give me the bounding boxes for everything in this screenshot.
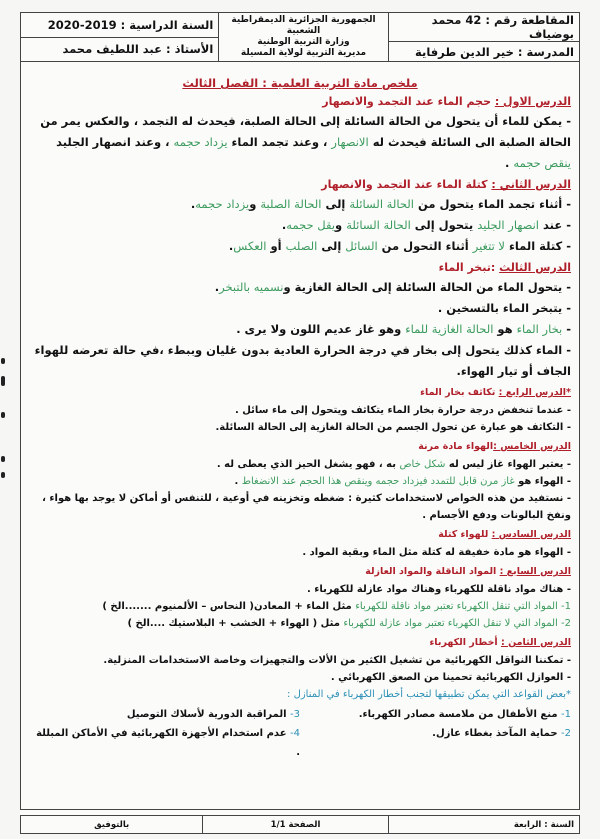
highlighted-term: غاز مرن قابل للتمدد فيزداد حجمه وينقص هذا الحجم عند الانضغاط [241,476,515,487]
lesson-label: الدرس الثالث [499,261,571,274]
school-label: المدرسة : خير الدين طرفاية [389,41,579,61]
lesson-paragraph [29,319,571,340]
lesson-label: الدرس السادس : [491,529,571,540]
text-run: - الهواء هو مادة خفيفة له كتلة مثل الماء وبقية المواد . [302,547,571,558]
page-title: ملخص مادة التربية العلمية : الفصل الثالث [182,76,418,90]
highlighted-term: يزداد حجمه [173,135,228,149]
header-center-column [218,13,387,61]
text-run: - العوازل الكهربائية تحمينا من الصعق الكهربائي . [330,672,571,683]
lesson-topic: الهواء مادة مرنة [418,441,494,452]
lesson-topic: المواد الناقلة والمواد العازلة [365,566,500,577]
lesson-heading [29,527,571,542]
text-run: - يعتبر الهواء غاز ليس له [445,459,571,470]
text-run: . [228,239,234,253]
highlighted-term: الحالة السائلة [346,218,411,232]
footer-table [20,815,580,834]
text-run: وهو غاز عديم اللون ولا يرى . [236,322,406,336]
lesson-heading [29,564,571,579]
header-left-column [21,13,218,61]
rule-number: 2- [561,728,571,739]
lesson-paragraph [29,669,571,686]
lesson-topic: :تبخر الماء [438,261,500,274]
page-edge-marks [0,350,8,500]
highlighted-term: ينقص حجمه [513,156,571,170]
text-run: و [249,197,261,211]
lesson-heading [29,635,571,650]
highlighted-term: الحالة السائلة [349,197,414,211]
lesson-paragraph [29,215,571,236]
lesson-paragraph [29,598,571,615]
highlighted-term: *بعض القواعد التي يمكن تطبيقها لتجنب أخطار الكهرباء في المنازل : [287,689,571,700]
closing-text: بالتوفيق [94,819,130,830]
highlighted-term: نسميه بالتبخر [219,280,284,294]
lesson-paragraph [29,277,571,298]
text-run: ، وعند انصهار الجليد [56,135,174,149]
lesson-topic: تكاثف بخار الماء [420,387,499,398]
text-run: - الماء كذلك يتحول إلى بخار في درجة الحرارة العادية بدون غليان وببطء ،في حالة تعرضه للهواء الجاف أو تيار الهواء. [34,343,571,378]
safety-rule-item [300,705,571,724]
safety-rules-list [29,705,571,762]
text-run: - يتبخر الماء بالتسخين . [437,301,571,315]
text-run: إلى [321,197,350,211]
text-run: . [214,280,220,294]
text-run: - الهواء هو [514,476,571,487]
header-right-column [388,13,579,61]
text-run: و [335,218,347,232]
text-run: أو [266,239,286,253]
text-run: - عندما تنخفض درجة حرارة بخار الماء يتكاثف ويتحول إلى ماء سائل . [234,405,571,416]
text-run: هو [493,322,517,336]
lesson-paragraph [29,194,571,215]
text-run: مثل الماء + المعادن( النحاس – الألمنيوم .......الخ ) [102,601,356,612]
grade-label: السنة : الرابعة [388,816,579,833]
text-run: به ، فهو يشغل الحيز الذي يعطى له . [216,459,400,470]
lesson-paragraph [29,419,571,436]
lesson-heading [29,260,571,275]
lesson-label: الدرس الخامس : [493,441,571,452]
text-run: - التكاثف هو عبارة عن تحول الجسم من الحالة الغازية إلى الحالة السائلة. [215,422,571,433]
school-year-label: السنة الدراسية : 2019-2020 [47,17,214,32]
text-run: - كتلة الماء [504,239,571,253]
document-page [20,12,580,834]
directorate-line: مديرية التربية لولاية المسيلة [240,48,367,58]
text-run: يتحول إلى [410,218,478,232]
highlighted-term: الصلب [285,239,318,253]
lesson-label: الدرس الثامن : [500,637,571,648]
lesson-paragraph [29,473,571,490]
highlighted-term: يقل حجمه [286,218,336,232]
lesson-label: *الدرس الرابع : [498,387,571,398]
header-table [20,12,580,62]
text-run: ، وعند تجمد الماء [227,135,332,149]
highlighted-term: 2- المواد التي لا تنقل الكهرباء تعتبر مواد عازلة للكهرباء [343,618,571,629]
highlighted-term: انصهار الجليد [477,218,540,232]
highlighted-term: العكس [233,239,267,253]
text-run: - تمكننا النواقل الكهربائية من تشغيل الكثير من الألات والتجهيزات وخاصة الاستخدامات المنزلية. [103,655,571,666]
lesson-heading [29,385,571,400]
lesson-topic: للهواء كتلة [438,529,492,540]
lesson-paragraph [29,340,571,382]
text-run: - نستفيد من هذه الخواص لاستخدامات كثيرة : ضغطه وتخزينه في أوعية ، للتنفس أو أماكن لا يوجد بها هواء ، ونفخ البالونات ودفع الأجسام . [42,493,571,521]
lesson-heading [29,177,571,192]
text-run: - عند [539,218,571,232]
rule-number: 1- [561,709,571,720]
safety-rule-item [300,724,571,762]
rule-text: حماية المآخذ بغطاء عازل. [432,728,562,739]
text-run: مثل ( الهواء + الخشب + البلاستيك ....الخ ) [127,618,344,629]
lesson-paragraph [29,111,571,174]
text-run: أثناء التحول من [377,239,473,253]
lesson-label: الدرس الاول : [494,95,571,108]
lesson-label: الدرس السابع : [499,566,571,577]
lesson-heading [29,94,571,109]
lesson-paragraph [29,652,571,669]
lesson-topic: كتلة الماء عند التجمد والانصهار [321,178,492,191]
text-run: - يمكن للماء أن يتحول من الحالة السائلة إلى الحالة الصلبة، فيحدث له التجمد ، والعكس يمر من الحالة الصلبة الى السائلة فيحدث له [40,114,571,149]
text-run: . [281,218,287,232]
lesson-paragraph [29,456,571,473]
lesson-paragraph [29,236,571,257]
lesson-paragraph [29,581,571,598]
document-body [20,62,580,810]
teacher-label: الأستاذ : عبد اللطيف محمد [21,37,218,62]
text-run: - أثناء تجمد الماء يتحول من [413,197,571,211]
lesson-paragraph [29,544,571,561]
highlighted-term: الحالة الغازية للماء [405,322,494,336]
lesson-label: الدرس الثاني : [491,178,571,191]
lesson-topic: حجم الماء عند التجمد والانصهار [322,95,495,108]
highlighted-term: يزداد حجمه [195,197,250,211]
district-label: المقاطعة رقم : 42 محمد بوضياف [431,13,574,41]
lesson-paragraph [29,686,571,703]
text-run: . [234,476,242,487]
text-run: - [562,322,571,336]
rule-text: عدم استخدام الأجهزة الكهربائية في الأماكن المبللة . [36,728,300,758]
lessons-container [29,94,571,703]
lesson-paragraph [29,490,571,524]
highlighted-term: الانصهار [331,135,369,149]
lesson-topic: أخطار الكهرباء [429,637,501,648]
text-run: - هناك مواد ناقلة للكهرباء وهناك مواد عازلة للكهرباء . [307,584,571,595]
rule-number: 4- [290,728,300,739]
lesson-paragraph [29,298,571,319]
lesson-paragraph [29,402,571,419]
highlighted-term: السائل [345,239,378,253]
highlighted-term: 1- المواد التي تنقل الكهرباء تعتبر مواد ناقلة للكهرباء [355,601,571,612]
rule-text: المراقبة الدورية لأسلاك التوصيل [126,709,291,720]
highlighted-term: لا تتغير [472,239,505,253]
text-run: . [190,197,196,211]
highlighted-term: بخار الماء [516,322,563,336]
ministry-line: وزارة التربية الوطنية [257,37,350,47]
safety-rule-item [29,724,300,762]
text-run: . [505,156,514,170]
page-number: الصفحة 1/1 [202,816,387,833]
text-run: إلى [317,239,346,253]
safety-rule-item [29,705,300,724]
rule-text: منع الأطفال من ملامسة مصادر الكهرباء. [358,709,562,720]
lesson-heading [29,439,571,454]
republic-line: الجمهورية الجزائرية الديمقراطية الشعبية [231,15,376,36]
lesson-paragraph [29,615,571,632]
rule-number: 3- [290,709,300,720]
highlighted-term: الحالة الصلبة [260,197,322,211]
text-run: - يتحول الماء من الحالة السائلة إلى الحالة الغازية و [283,280,571,294]
highlighted-term: شكل خاص [399,459,446,470]
